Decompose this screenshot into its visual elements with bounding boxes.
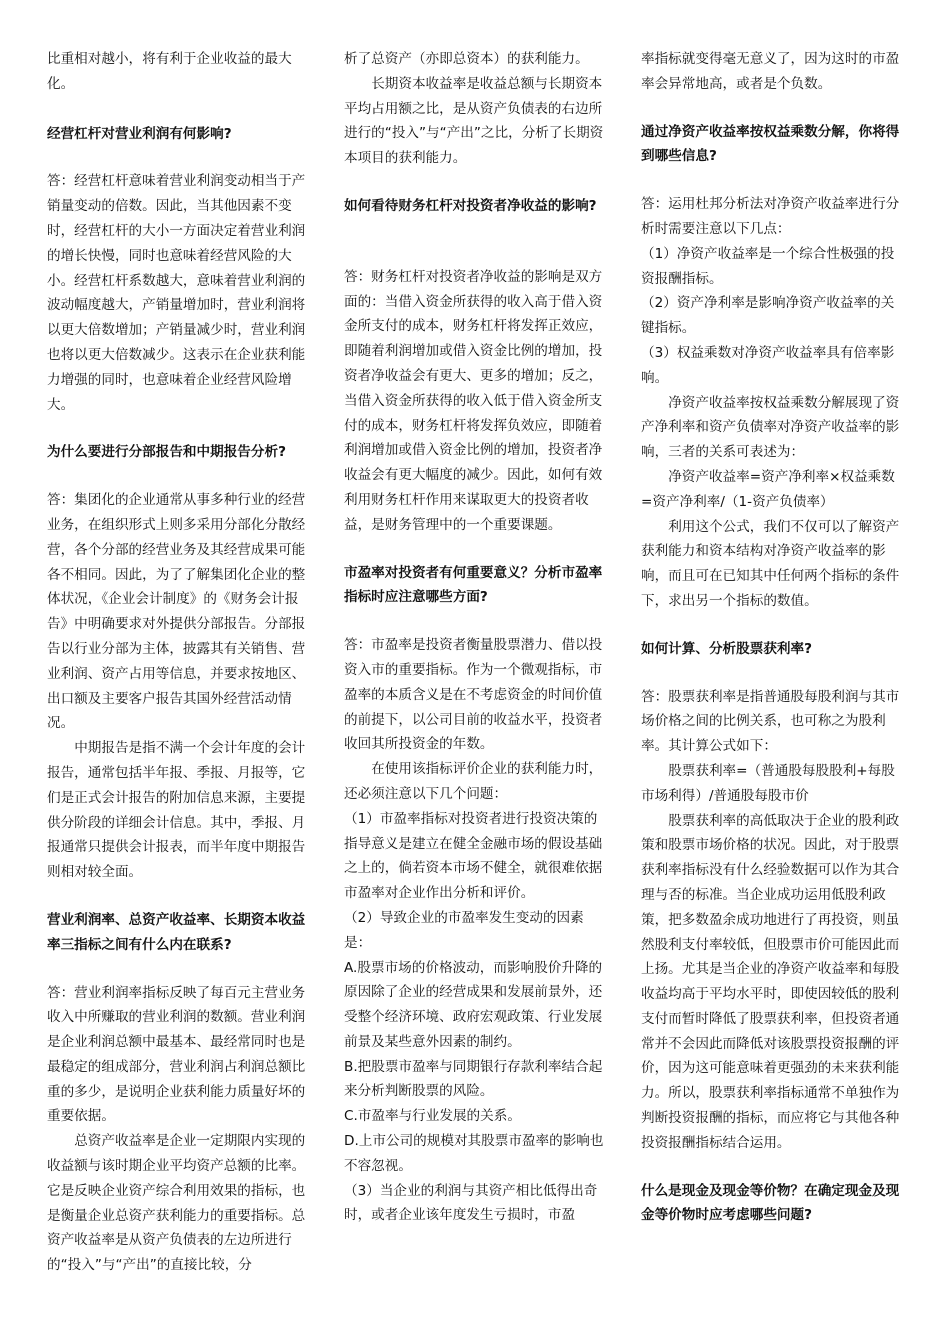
formula: 净资产收益率=资产净利率×权益乘数=资产净利率/（1-资产负债率）	[641, 468, 895, 510]
paragraph: 率指标就变得毫无意义了，因为这时的市盈率会异常地高，或者是个负数。	[641, 51, 900, 92]
answer-paragraph: 答：市盈率是投资者衡量股票潜力、借以投资入市的重要指标。作为一个微观指标，市盈率的本质含义是在不考虑资金的时间价值的前提下，以公司目前的收益水平，投资者收回其所投资金的年数。	[344, 637, 603, 753]
question-heading: 经营杠杆对营业利润有何影响?	[47, 125, 232, 142]
paragraph: 长期资本收益率是收益总额与长期资本平均占用额之比，是从资产负债表的右边所进行的“投入”与“产出”之比，分析了长期资本项目的获利能力。	[344, 75, 604, 167]
answer-paragraph: 在使用该指标评价企业的获利能力时，还必须注意以下几个问题：	[344, 761, 603, 802]
question-heading: 为什么要进行分部报告和中期报告分析?	[47, 444, 286, 461]
answer-paragraph: 净资产收益率按权益乘数分解展现了资产净利率和资产负债率对净资产收益率的影响，三者的关系可表述为：	[641, 394, 900, 461]
list-item: （1）净资产收益率是一个综合性极强的投资报酬指标。	[641, 245, 895, 287]
formula: 股票获利率=（普通股每股股利+每股市场利得）/普通股每股市价	[641, 762, 895, 804]
list-item: （1）市盈率指标对投资者进行投资决策的指导意义是建立在健全金融市场的假设基础之上的，倘若资本市场不健全，就很难依据市盈率对企业作出分析和评价。	[344, 810, 603, 902]
question-heading: 营业利润率、总资产收益率、长期资本收益率三指标之间有什么内在联系?	[47, 911, 306, 953]
answer-paragraph: 总资产收益率是企业一定期限内实现的收益额与该时期企业平均资产总额的比率。它是反映企业资产综合利用效果的指标，也是衡量企业总资产获利能力的重要指标。总资产收益率是从资产负债表的左边所进行的“投入”与“产出”的直接比较，分	[47, 1133, 306, 1274]
answer-paragraph: 答：集团化的企业通常从事多种行业的经营业务，在组织形式上则多采用分部化分散经营，各个分部的经营业务及其经营成果可能各不相同。因此，为了了解集团化企业的整体状况，《企业会计制度》的《财务会计报告》中明确要求对外提供分部报告。分部报告以行业分部为主体，披露其有关销售、营业利润、资产占用等信息，并要求按地区、出口额及主要客户报告其国外经营活动情况。	[47, 492, 306, 732]
answer-paragraph: 答：股票获利率是指普通股每股利润与其市场价格之间的比例关系，也可称之为股利率。其计算公式如下：	[641, 688, 900, 755]
list-item: C.市盈率与行业发展的关系。	[344, 1108, 521, 1125]
column-left	[47, 47, 309, 1278]
answer-paragraph: 答：运用杜邦分析法对净资产收益率进行分析时需要注意以下几点：	[641, 196, 900, 237]
list-item: （3）权益乘数对净资产收益率具有倍率影响。	[641, 344, 895, 386]
column-middle	[344, 47, 606, 1228]
answer-paragraph: 答：财务杠杆对投资者净收益的影响是双方面的：当借入资金所获得的收入高于借入资金所支付的成本，财务杠杆将发挥正效应，即随着利润增加或借入资金比例的增加，投资者净收益会有更大、更多的增加；反之，当借入资金所获得的收入低于借入资金所支付的成本，财务杠杆将发挥负效应，即随着利润增加或借入资金比例的增加，投资者净收益会有更大幅度的减少。因此，如何有效利用财务杠杆作用来谋取更大的投资者收益，是财务管理中的一个重要课题。	[344, 268, 603, 533]
paragraph: 比重相对越小，将有利于企业收益的最大化。	[47, 51, 292, 92]
list-item: （2）资产净利率是影响净资产收益率的关键指标。	[641, 295, 895, 337]
list-item: （2）导致企业的市盈率发生变动的因素是：	[344, 909, 584, 951]
question-heading: 什么是现金及现金等价物？在确定现金及现金等价物时应考虑哪些问题?	[641, 1182, 900, 1224]
answer-paragraph: 股票获利率的高低取决于企业的股利政策和股票市场价格的状况。因此，对于股票获利率指标没有什么经验数据可以作为其合理与否的标准。当企业成功运用低股利政策，把多数盈余成功地进行了再投资，则虽然股利支付率较低，但股票市价可能因此而上扬。尤其是当企业的净资产收益率和每股收益均高于平均水平时，即使因较低的股利支付而暂时降低了股票获利率，但投资者通常并不会因此而降低对该股票投资报酬的评价，因为这可能意味着更强劲的未来获利能力。所以，股票获利率指标通常不单独作为判断投资报酬的指标，而应将它与其他各种投资报酬指标结合运用。	[641, 812, 900, 1151]
question-heading: 通过净资产收益率按权益乘数分解，你将得到哪些信息?	[641, 123, 900, 165]
list-item: A.股票市场的价格波动，而影响股价升降的原因除了企业的经营成果和发展前景外，还受整个经济环境、政府宏观政策、行业发展前景及某些意外因素的制约。	[344, 959, 603, 1050]
answer-paragraph: 答：营业利润率指标反映了每百元主营业务收入中所赚取的营业利润的数额。营业利润是企业利润总额中最基本、最经常同时也是最稳定的组成部分，营业利润占利润总额比重的多少，是说明企业获利能力质量好坏的重要依据。	[47, 984, 306, 1125]
list-item: B.把股票市盈率与同期银行存款利率结合起来分析判断股票的风险。	[344, 1058, 603, 1100]
paragraph: 析了总资产（亦即总资本）的获利能力。	[344, 51, 589, 67]
answer-paragraph: 答：经营杠杆意味着营业利润变动相当于产销量变动的倍数。因此，当其他因素不变时，经营杠杆的大小一方面决定着营业利润的增长快慢，同时也意味着经营风险的大小。经营杠杆系数越大，意味着营业利润的波动幅度越大，产销量增加时，营业利润将以更大倍数增加；产销量减少时，营业利润也将以更大倍数减少。这表示在企业获利能力增强的同时，也意味着企业经营风险增大。	[47, 173, 306, 413]
answer-paragraph: 利用这个公式，我们不仅可以了解资产获利能力和资本结构对净资产收益率的影响，而且可在已知其中任何两个指标的条件下，求出另一个指标的数值。	[641, 518, 900, 609]
answer-paragraph: 中期报告是指不满一个会计年度的会计报告，通常包括半年报、季报、月报等，它们是正式会计报告的附加信息来源，主要提供分阶段的详细会计信息。其中，季报、月报通常只提供会计报表，而半年度中期报告则相对较全面。	[47, 740, 306, 881]
list-item: （3）当企业的利润与其资产相比低得出奇时，或者企业该年度发生亏损时，市盈	[344, 1182, 598, 1224]
question-heading: 如何看待财务杠杆对投资者净收益的影响?	[344, 197, 597, 214]
list-item: D.上市公司的规模对其股票市盈率的影响也不容忽视。	[344, 1133, 604, 1174]
column-right	[641, 47, 903, 1251]
question-heading: 如何计算、分析股票获利率?	[641, 640, 813, 657]
question-heading: 市盈率对投资者有何重要意义？分析市盈率指标时应注意哪些方面?	[344, 564, 603, 606]
